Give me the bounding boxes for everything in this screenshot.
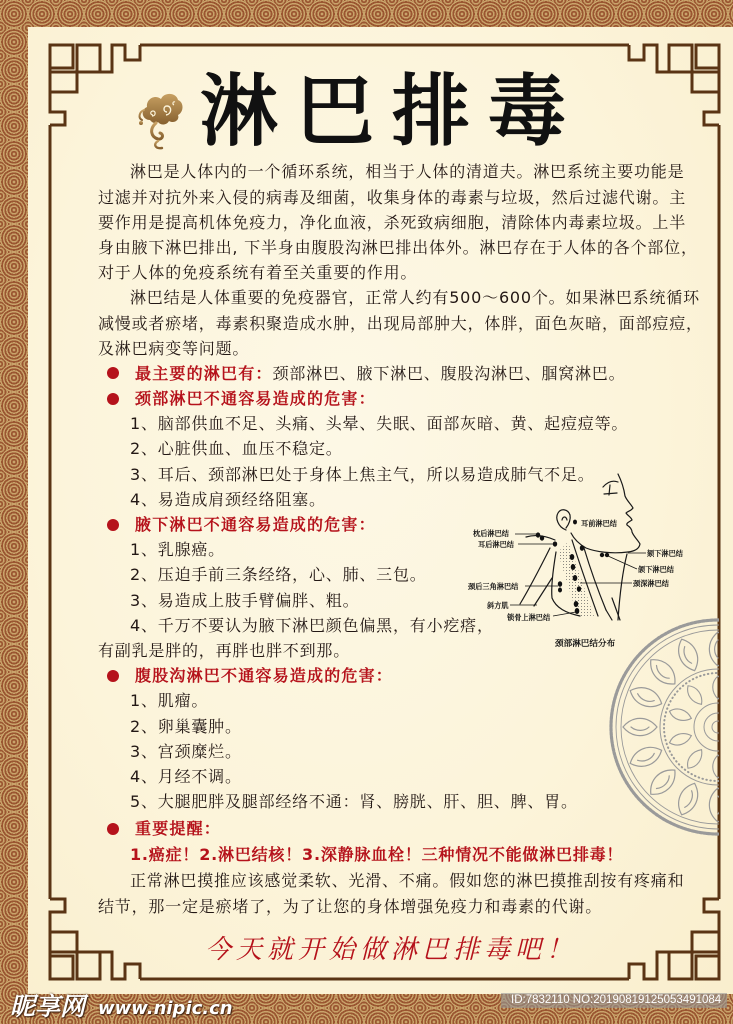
label-trapezius: 斜方肌: [487, 601, 509, 610]
label-preauricular: 耳前淋巴结: [581, 519, 617, 528]
list-item: 3、易造成上肢手臂偏胖、粗。: [130, 590, 360, 610]
text-line: 结节，那一定是瘀堵了，为了让您的身体增强免疫力和毒素的代谢。: [98, 896, 603, 916]
red-dot-bullet-icon: [107, 670, 119, 682]
neck-lymph-node-diagram: [460, 470, 700, 655]
text-line: 过滤并对抗外来入侵的病毒及细菌，收集身体的毒素与垃圾，然后过滤代谢。主: [98, 187, 687, 207]
main-lymph-value: 颈部淋巴、腋下淋巴、腹股沟淋巴、腘窝淋巴。: [272, 363, 626, 383]
footer-slogan: 今天就开始做淋巴排毒吧！: [205, 935, 578, 965]
label-supraclavicular: 锁骨上淋巴结: [507, 613, 551, 622]
list-item: 4、月经不调。: [130, 766, 242, 786]
text-line: 淋巴是人体内的一个循环系统，相当于人体的清道夫。淋巴系统主要功能是: [130, 162, 685, 182]
page-title: 淋巴排毒: [200, 67, 585, 157]
label-occipital: 枕后淋巴结: [473, 529, 509, 538]
list-item: 1、脑部供血不足、头痛、头晕、失眠、面部灰暗、黄、起痘痘等。: [130, 414, 629, 434]
watermark-id: ID:7832110 NO:20190819125053491084: [501, 993, 727, 1008]
reminder-heading-text: 重要提醒：: [135, 819, 222, 839]
list-item: 1、肌瘤。: [130, 691, 209, 711]
main-lymph-row: [98, 361, 670, 386]
frame-corner-top-left: [50, 45, 140, 125]
label-posterior-triangle: 颈后三角淋巴结: [468, 582, 519, 591]
list-item: 3、宫颈糜烂。: [130, 741, 242, 761]
main-lymph-label: 最主要的淋巴有：: [135, 363, 273, 383]
label-postauricular: 耳后淋巴结: [478, 540, 514, 549]
red-dot-bullet-icon: [107, 367, 119, 379]
lymph-node-dots: [536, 520, 609, 614]
list-item: 2、卵巢囊肿。: [130, 716, 242, 736]
red-dot-bullet-icon: [107, 823, 119, 835]
label-deep-cervical: 颈深淋巴结: [633, 579, 669, 588]
text-line: 及淋巴病变等问题。: [98, 338, 250, 358]
list-item-continuation: 有副乳是胖的，再胖也胖不到那。: [98, 640, 351, 660]
section-heading-text: 颈部淋巴不通容易造成的危害：: [135, 389, 376, 409]
list-item: 5、大腿肥胖及腿部经络不通：肾、膀胱、肝、胆、脾、胃。: [130, 792, 578, 812]
label-submental: 颏下淋巴结: [647, 549, 683, 558]
text-line: 要作用是提高机体免疫力，净化血液，杀死致病细胞，清除体内毒素垃圾。上半: [98, 212, 687, 232]
reminder-heading: [98, 816, 670, 841]
list-item: 2、压迫手前三条经络，心、肺、三包。: [130, 565, 427, 585]
text-line: 对于人体的免疫系统有着至关重要的作用。: [98, 263, 418, 283]
watermark-url: www.nipic.cn: [98, 998, 233, 1019]
frame-corner-top-right: [629, 45, 719, 125]
text-line: 淋巴结是人体重要的免疫器官，正常人约有500～600个。如果淋巴系统循环: [130, 288, 700, 308]
text-line: 正常淋巴摸推应该感觉柔软、光滑、不痛。假如您的淋巴摸推刮按有疼痛和: [130, 871, 685, 891]
reminder-warning: 1.癌症！2.淋巴结核！3.深静脉血栓！三种情况不能做淋巴排毒！: [130, 845, 624, 865]
section-heading: [98, 386, 670, 411]
intro-paragraph-1: [98, 159, 698, 285]
label-submandibular: 颌下淋巴结: [638, 565, 674, 574]
text-line: 减慢或者瘀堵，毒素积聚造成水肿，出现局部肿大，体胖，面色灰暗，面部痘痘，: [98, 313, 703, 333]
diagram-caption: 颈部淋巴结分布: [555, 639, 616, 649]
section-heading-text: 腋下淋巴不通容易造成的危害：: [135, 515, 376, 535]
section-heading-text: 腹股沟淋巴不通容易造成的危害：: [135, 666, 394, 686]
list-item: 4、千万不要认为腋下淋巴颜色偏黑，有小疙瘩，: [130, 615, 494, 635]
watermark-logo: 昵享网: [10, 992, 86, 1021]
list-item: 1、乳腺癌。: [130, 540, 225, 560]
section-groin: [98, 663, 670, 814]
section-reminder: [98, 816, 685, 919]
intro-paragraph-2: [98, 285, 703, 361]
section-heading: [98, 663, 670, 688]
red-dot-bullet-icon: [107, 519, 119, 531]
list-item: 3、耳后、颈部淋巴处于身体上焦主气，所以易造成肺气不足。: [130, 464, 595, 484]
list-item: 4、易造成肩颈经络阻塞。: [130, 489, 326, 509]
red-dot-bullet-icon: [107, 393, 119, 405]
auspicious-cloud-icon: [136, 90, 184, 150]
list-item: 2、心脏供血、血压不稳定。: [130, 439, 343, 459]
text-line: 身由腋下淋巴排出, 下半身由腹股沟淋巴排出体外。淋巴存在于人体的各个部位，: [98, 237, 698, 257]
